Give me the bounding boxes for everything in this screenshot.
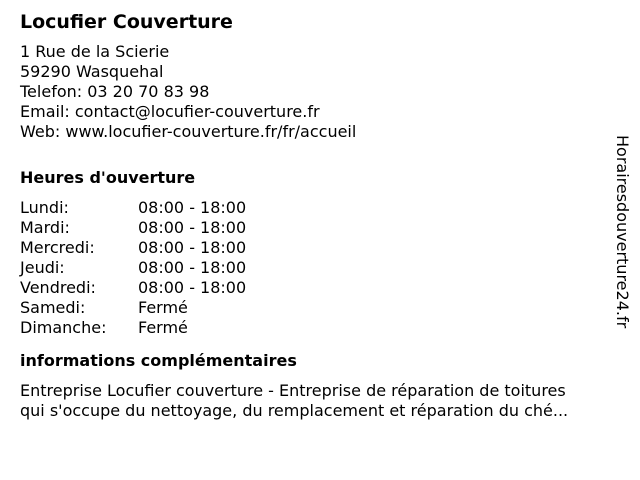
day-label: Samedi: (20, 298, 86, 317)
time-value: 08:00 - 18:00 (138, 218, 247, 237)
site-watermark: Horairesdouverture24.fr (613, 135, 632, 329)
opening-hours-list (20, 198, 610, 338)
time-value: 08:00 - 18:00 (138, 238, 247, 257)
hours-row-wednesday (20, 238, 610, 258)
website-address: Web: www.locufier-couverture.fr/fr/accueil (20, 122, 357, 141)
business-name: Locufier Couverture (20, 11, 233, 33)
hours-row-friday (20, 278, 610, 298)
day-label: Dimanche: (20, 318, 107, 337)
day-label: Lundi: (20, 198, 69, 217)
time-value: 08:00 - 18:00 (138, 278, 247, 297)
day-label: Mercredi: (20, 238, 95, 257)
hours-row-tuesday (20, 218, 610, 238)
hours-row-saturday (20, 298, 610, 318)
description-line: qui s'occupe du nettoyage, du remplacement et réparation du ché... (20, 401, 569, 420)
hours-row-sunday (20, 318, 610, 338)
hours-row-monday (20, 198, 610, 218)
hours-row-thursday (20, 258, 610, 278)
time-value: Fermé (138, 318, 188, 337)
description-text (20, 381, 610, 421)
business-listing (20, 8, 610, 421)
time-value: 08:00 - 18:00 (138, 198, 247, 217)
address-city: 59290 Wasquehal (20, 62, 164, 81)
address-street: 1 Rue de la Scierie (20, 42, 170, 61)
day-label: Mardi: (20, 218, 70, 237)
contact-block (20, 42, 610, 142)
time-value: Fermé (138, 298, 188, 317)
phone-number: Telefon: 03 20 70 83 98 (20, 82, 210, 101)
description-line: Entreprise Locufier couverture - Entreprise de réparation de toitures (20, 381, 566, 400)
day-label: Vendredi: (20, 278, 96, 297)
opening-hours-heading: Heures d'ouverture (20, 168, 196, 187)
email-address: Email: contact@locufier-couverture.fr (20, 102, 320, 121)
day-label: Jeudi: (20, 258, 65, 277)
time-value: 08:00 - 18:00 (138, 258, 247, 277)
additional-info-heading: informations complémentaires (20, 351, 297, 370)
